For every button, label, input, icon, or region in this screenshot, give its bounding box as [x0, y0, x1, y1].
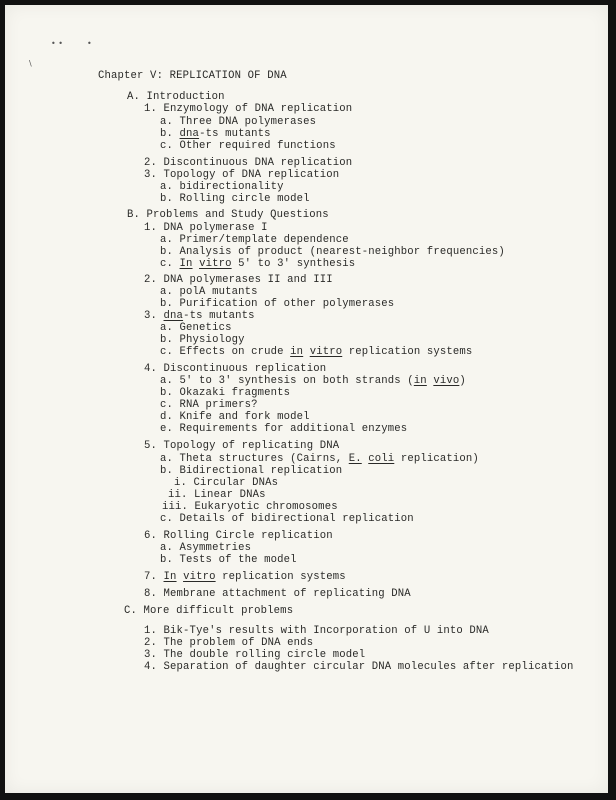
outline-subitem: a. polA mutants [160, 286, 258, 298]
outline-item: 1. DNA polymerase I [144, 222, 268, 234]
outline-item: 2. DNA polymerases II and III [144, 274, 333, 286]
outline-subitem: a. bidirectionality [160, 181, 284, 193]
stray-mark: • [87, 39, 92, 48]
outline-item: 2. The problem of DNA ends [144, 637, 314, 649]
outline-subitem: c. In vitro 5' to 3' synthesis [160, 258, 356, 270]
outline-item: 3. Topology of DNA replication [144, 169, 340, 181]
section-b-heading: B. Problems and Study Questions [127, 209, 329, 221]
outline-subitem: b. Physiology [160, 334, 245, 346]
outline-subitem: a. Theta structures (Cairns, E. coli replication) [160, 453, 479, 465]
outline-subitem: a. 5' to 3' synthesis on both strands (in vivo) [160, 375, 466, 387]
outline-subitem: b. Purification of other polymerases [160, 298, 395, 310]
outline-roman-item: ii. Linear DNAs [168, 489, 266, 501]
outline-item: 4. Separation of daughter circular DNA molecules after replication [144, 661, 574, 673]
outline-item: 3. The double rolling circle model [144, 649, 366, 661]
outline-item: 5. Topology of replicating DNA [144, 440, 340, 452]
outline-item: 7. In vitro replication systems [144, 571, 346, 583]
outline-subitem: d. Knife and fork model [160, 411, 310, 423]
outline-subitem: b. dna-ts mutants [160, 128, 271, 140]
outline-subitem: a. Primer/template dependence [160, 234, 349, 246]
outline-subitem: b. Rolling circle model [160, 193, 310, 205]
stray-mark: \ [29, 59, 32, 68]
outline-subitem: a. Three DNA polymerases [160, 116, 317, 128]
outline-item: 1. Enzymology of DNA replication [144, 103, 353, 115]
outline-subitem: c. Effects on crude in vitro replication systems [160, 346, 473, 358]
outline-subitem: b. Okazaki fragments [160, 387, 291, 399]
stray-mark: • • [51, 39, 63, 48]
outline-roman-item: i. Circular DNAs [174, 477, 279, 489]
outline-subitem: c. Other required functions [160, 140, 336, 152]
outline-item: 3. dna-ts mutants [144, 310, 255, 322]
outline-subitem: b. Analysis of product (nearest-neighbor frequencies) [160, 246, 505, 258]
outline-item: 4. Discontinuous replication [144, 363, 327, 375]
outline-subitem: e. Requirements for additional enzymes [160, 423, 408, 435]
chapter-title: Chapter V: REPLICATION OF DNA [98, 70, 287, 82]
outline-roman-item: iii. Eukaryotic chromosomes [162, 501, 338, 513]
section-c-heading: C. More difficult problems [124, 605, 294, 617]
outline-subitem: a. Genetics [160, 322, 232, 334]
outline-item: 6. Rolling Circle replication [144, 530, 333, 542]
outline-item: 2. Discontinuous DNA replication [144, 157, 353, 169]
outline-subitem: c. RNA primers? [160, 399, 258, 411]
section-a-heading: A. Introduction [127, 91, 225, 103]
outline-subitem: b. Bidirectional replication [160, 465, 343, 477]
outline-item: 8. Membrane attachment of replicating DNA [144, 588, 411, 600]
outline-subitem: a. Asymmetries [160, 542, 252, 554]
outline-item: 1. Bik-Tye's results with Incorporation of U into DNA [144, 625, 489, 637]
outline-subitem: b. Tests of the model [160, 554, 297, 566]
outline-subitem: c. Details of bidirectional replication [160, 513, 414, 525]
